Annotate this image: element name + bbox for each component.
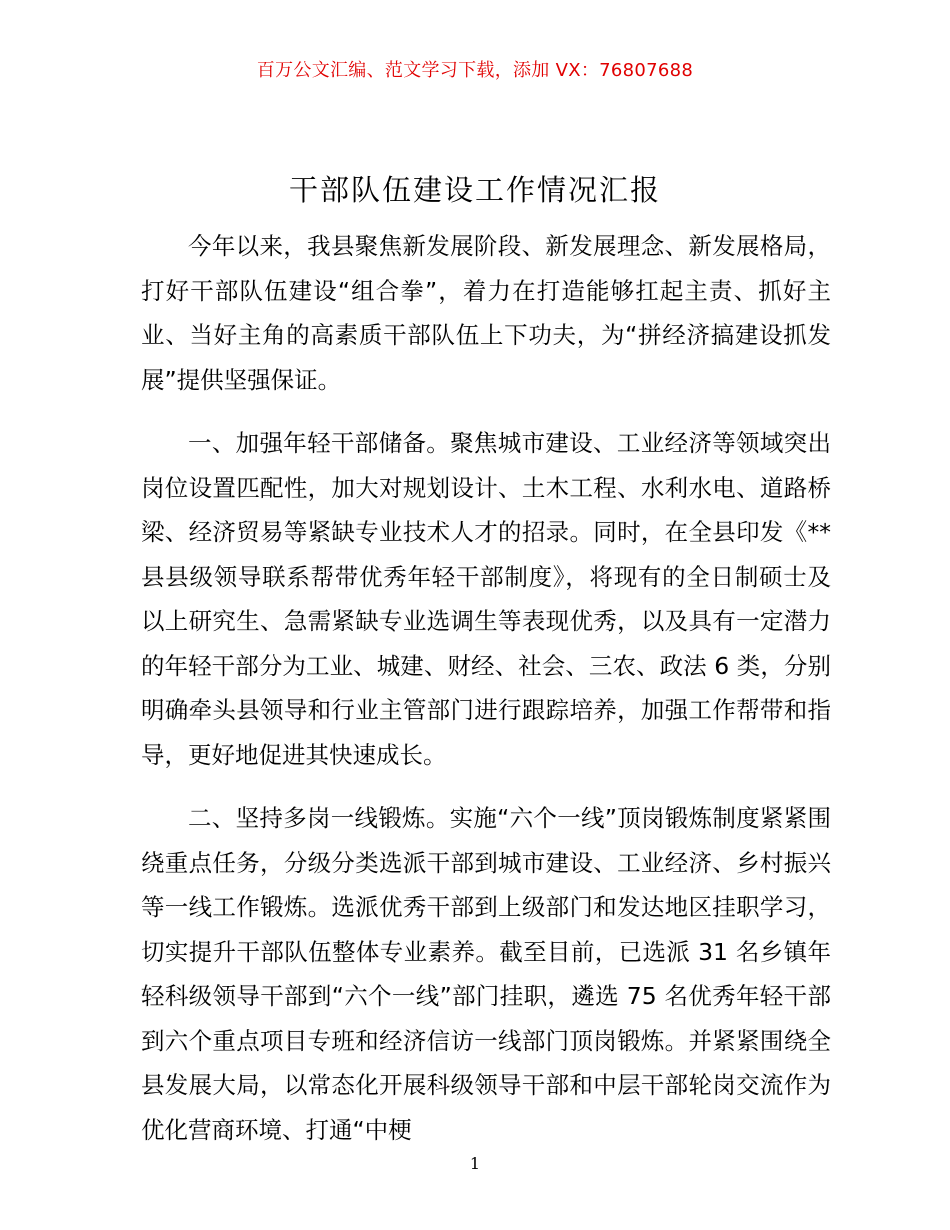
document-body xyxy=(141,224,831,1152)
header-banner: 百万公文汇编、范文学习下载，添加 VX：76807688 xyxy=(256,60,694,81)
paragraph-section-1: 一、加强年轻干部储备。聚焦城市建设、工业经济等领域突出岗位设置匹配性，加大对规划设计、土木工程、水利水电、道路桥梁、经济贸易等紧缺专业技术人才的招录。同时，在全县印发《**县县级领导联系帮带优秀年轻干部制度》，将现有的全日制硕士及以上研究生、急需紧缺专业选调生等表现优秀，以及具有一定潜力的年轻干部分为工业、城建、财经、社会、三农、政法 6 类，分别明确牵头县领导和行业主管部门进行跟踪培养，加强工作帮带和指导，更好地促进其快速成长。 xyxy=(141,429,831,769)
page-number: 1 xyxy=(469,1154,481,1173)
paragraph-intro: 今年以来，我县聚焦新发展阶段、新发展理念、新发展格局，打好干部队伍建设“组合拳”，着力在打造能够扛起主责、抓好主业、当好主角的高素质干部队伍上下功夫，为“拼经济搞建设抓发展”提供坚强保证。 xyxy=(141,232,831,394)
paragraph-section-2: 二、坚持多岗一线锻炼。实施“六个一线”顶岗锻炼制度紧紧围绕重点任务，分级分类选派干部到城市建设、工业经济、乡村振兴等一线工作锻炼。选派优秀干部到上级部门和发达地区挂职学习，切实提升干部队伍整体专业素养。截至目前，已选派 31 名乡镇年轻科级领导干部到“六个一线”部门挂职，遴选 75 名优秀年轻干部到六个重点项目专班和经济信访一线部门顶岗锻炼。并紧紧围绕全县发展大局，以常态化开展科级领导干部和中层干部轮岗交流作为优化营商环境、打通“中梗 xyxy=(141,804,831,1144)
document-title: 干部队伍建设工作情况汇报 xyxy=(288,173,661,207)
